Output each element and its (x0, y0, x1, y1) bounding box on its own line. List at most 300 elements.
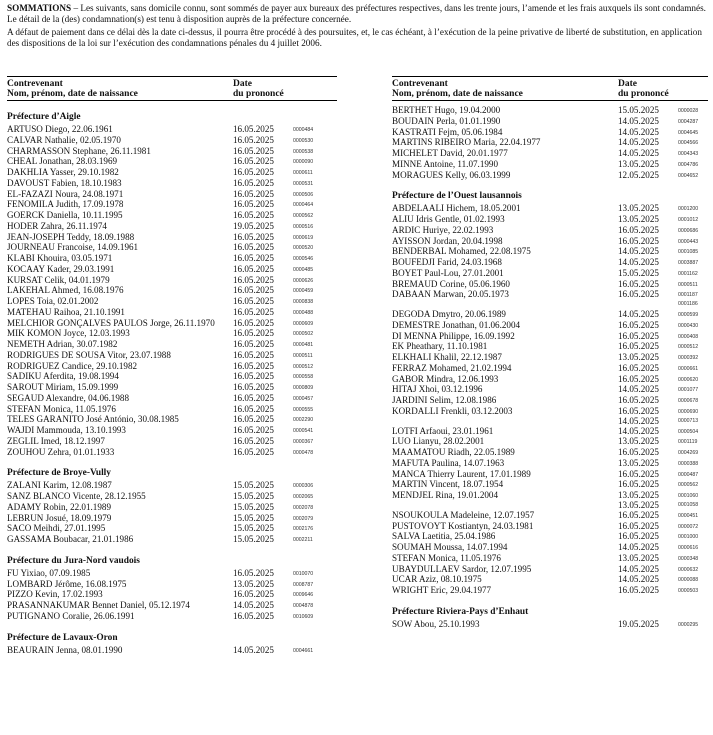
offender-name: KASTRATI Fejm, 05.06.1984 (392, 126, 503, 137)
pronounced-date: 16.05.2025 (233, 263, 274, 274)
reference-code: 0004566 (678, 140, 699, 147)
offender-name: SALVA Laetitia, 25.04.1986 (392, 531, 496, 542)
list-item (392, 521, 708, 532)
reference-code: 0000487 (678, 471, 699, 478)
pronounced-date: 16.05.2025 (233, 242, 274, 253)
pronounced-date: 15.05.2025 (233, 523, 274, 534)
offender-name: ADAMY Robin, 22.01.1989 (7, 501, 111, 512)
pronounced-date: 13.05.2025 (618, 214, 659, 224)
list-item (7, 502, 337, 513)
offender-name: BERTHET Hugo, 19.04.2000 (392, 105, 501, 115)
list-item-extra (392, 300, 708, 309)
offender-name: PIZZO Kevin, 17.02.1993 (7, 589, 103, 600)
reference-code: 0001012 (678, 217, 699, 223)
list-item (392, 426, 708, 437)
list-item (7, 534, 337, 545)
reference-code: 0000516 (293, 223, 314, 230)
reference-code: 0000511 (678, 281, 698, 288)
list-item (7, 221, 337, 232)
offender-name: ZOUHOU Zehra, 01.01.1933 (7, 446, 115, 457)
reference-code: 0008787 (293, 581, 314, 588)
list-item (392, 458, 708, 469)
offender-name: DEMESTRE Jonathan, 01.06.2004 (392, 319, 521, 330)
pronounced-date: 13.05.2025 (618, 552, 659, 563)
pronounced-date: 16.05.2025 (618, 373, 659, 384)
offender-name: STEFAN Monica, 11.05.1976 (392, 552, 501, 563)
reference-code: 0000348 (678, 555, 699, 562)
offender-name: LAKEHAL Ahmed, 16.08.1976 (7, 285, 124, 296)
reference-code: 0000481 (293, 342, 314, 348)
reference-code: 0004645 (678, 129, 699, 136)
offender-name: JOURNEAU Francoise, 14.09.1961 (7, 242, 139, 253)
prefecture-title: Préfecture d’Aigle (7, 112, 81, 122)
reference-code: 0000538 (293, 148, 314, 155)
list-item (7, 264, 337, 275)
offender-name: TELES GARANITO José António, 30.08.1985 (7, 414, 179, 425)
offender-name: DI MENNA Philippe, 16.09.1992 (392, 330, 515, 341)
header-date-line1: Date (233, 79, 252, 89)
offender-name: SACO Meihdi, 27.01.1995 (7, 523, 106, 534)
pronounced-date: 15.05.2025 (233, 480, 274, 491)
reference-code: 0000678 (678, 398, 699, 404)
reference-code: 0000295 (678, 621, 699, 628)
list-item (7, 232, 337, 243)
prefecture-section (7, 467, 337, 545)
reference-code: 0009646 (293, 592, 314, 599)
list-item (392, 395, 708, 406)
pronounced-date: 16.05.2025 (618, 405, 659, 416)
header-contrevenant (392, 79, 612, 99)
list-item (7, 210, 337, 221)
pronounced-date: 16.05.2025 (233, 156, 274, 167)
offender-name: MORAGUES Kelly, 06.03.1999 (392, 169, 511, 180)
intro-text-1: – Les suivants, sans domicile connu, sont sommés de payer aux bureaux des préfectures respectives, dans les trente jours, l’amende et les frais auxquels ils sont condamnés. Le détail de la (des) condamnation(s) est tenu à disposition auprès de la préfecture concernée. (7, 3, 706, 25)
reference-code: 0000511 (293, 352, 313, 359)
pronounced-date: 15.05.2025 (618, 105, 659, 115)
offender-name: ABDELAALI Hichem, 18.05.2001 (392, 203, 521, 214)
prefecture-section (7, 555, 337, 622)
list-item (392, 116, 708, 127)
pronounced-date: 19.05.2025 (618, 618, 659, 629)
reference-code: 0004786 (678, 161, 699, 168)
offender-name: NSOUKOULA Madeleine, 12.07.1957 (392, 509, 535, 520)
header-contrevenant-line1: Contrevenant (7, 79, 63, 89)
reference-code: 0000503 (678, 588, 699, 594)
offender-name: HITAJ Xhoi, 03.12.1996 (392, 384, 483, 395)
reference-code: 0001058 (678, 501, 699, 508)
pronounced-date: 16.05.2025 (233, 124, 274, 134)
pronounced-date: 16.05.2025 (233, 435, 274, 446)
offender-name: KURSAT Celik, 04.01.1979 (7, 274, 110, 285)
list-item (7, 285, 337, 296)
pronounced-date: 13.05.2025 (618, 158, 659, 169)
reference-code: 0000088 (678, 577, 699, 584)
pronounced-date: 13.05.2025 (618, 203, 659, 214)
list-item (392, 236, 708, 247)
reference-code: 0000599 (678, 312, 699, 318)
pronounced-date: 16.05.2025 (233, 414, 274, 425)
reference-code: 0000306 (293, 483, 314, 490)
pronounced-date: 14.05.2025 (618, 148, 659, 158)
list-item (7, 328, 337, 339)
reference-code: 0004343 (678, 151, 699, 157)
pronounced-date: 14.05.2025 (618, 563, 659, 574)
table-header (7, 79, 337, 101)
pronounced-date: 14.05.2025 (618, 137, 659, 148)
offender-name: SANZ BLANCO Vicente, 28.12.1955 (7, 491, 146, 501)
pronounced-date: 16.05.2025 (618, 468, 659, 479)
reference-code: 0000457 (293, 395, 314, 402)
offender-name: RODRIGUEZ Candice, 29.10.1982 (7, 360, 138, 371)
list-item (392, 447, 708, 458)
offender-name: SOW Abou, 25.10.1993 (392, 618, 480, 629)
reference-code: 0004269 (678, 450, 699, 456)
pronounced-date: 16.05.2025 (233, 134, 274, 145)
pronounced-date: 16.05.2025 (233, 188, 274, 199)
list-item (392, 246, 708, 257)
pronounced-date: 16.05.2025 (233, 589, 274, 600)
offender-name: CALVAR Nathalie, 02.05.1970 (7, 134, 121, 145)
pronounced-date: 19.05.2025 (233, 220, 274, 231)
offender-name: ARTUSO Diego, 22.06.1961 (7, 124, 113, 134)
reference-code: 0000072 (678, 523, 699, 530)
right-column-body (392, 105, 708, 630)
reference-code: 0004652 (678, 172, 699, 179)
reference-code: 0000392 (678, 355, 699, 361)
reference-code: 0010609 (293, 613, 314, 620)
reference-code: 0000506 (293, 191, 314, 198)
pronounced-date: 16.05.2025 (618, 447, 659, 457)
offender-name: BEAURAIN Jenna, 08.01.1990 (7, 644, 123, 655)
list-item (7, 589, 337, 600)
offender-name: MENDJEL Rina, 19.01.2004 (392, 490, 499, 500)
intro-paragraph-2: A défaut de paiement dans ce délai dès la date ci-dessus, il pourra être procédé à des poursuites, et, le cas échéant, à l’exécution de la peine privative de liberté de substitution, en application des dispositions de la loi sur l’exécution des condamnations pénales du 4 juillet 2006. (7, 27, 702, 49)
pronounced-date: 16.05.2025 (233, 382, 274, 392)
list-item (7, 611, 337, 622)
list-item (392, 137, 708, 148)
list-item (392, 127, 708, 138)
list-item (7, 371, 337, 382)
reference-code: 0000809 (293, 385, 314, 391)
header-date (233, 79, 323, 99)
pronounced-date: 16.05.2025 (233, 339, 274, 349)
table-header (392, 79, 708, 101)
offender-name: ELKHALI Khalil, 22.12.1987 (392, 352, 502, 362)
list-item (7, 491, 337, 502)
header-date (618, 79, 708, 99)
reference-code: 0000632 (678, 566, 699, 573)
list-item (392, 531, 708, 542)
offender-name: UBAYDULLAEV Sardor, 12.07.1995 (392, 563, 532, 574)
pronounced-date: 14.05.2025 (618, 126, 659, 137)
offender-name: EK Pheathary, 11.10.1981 (392, 341, 488, 352)
list-item (7, 167, 337, 178)
reference-code: 0000485 (293, 266, 314, 273)
offender-name: SAROUT Miriam, 15.09.1999 (7, 382, 119, 392)
pronounced-date: 16.05.2025 (233, 285, 274, 296)
list-item (392, 257, 708, 268)
header-date-line2: du prononcé (618, 89, 669, 99)
reference-code: 0000620 (678, 376, 699, 383)
offender-name: GASSAMA Boubacar, 21.01.1986 (7, 534, 134, 544)
reference-code: 0001186 (678, 301, 698, 307)
offender-name: ARDIC Huriye, 22.02.1993 (392, 224, 494, 235)
offender-name: STEFAN Monica, 11.05.1976 (7, 403, 116, 414)
list-item (7, 480, 337, 491)
pronounced-date: 16.05.2025 (233, 610, 274, 621)
pronounced-date: 16.05.2025 (233, 296, 274, 306)
list-item (7, 189, 337, 200)
list-item (392, 331, 708, 342)
pronounced-date: 16.05.2025 (618, 289, 659, 300)
pronounced-date: 13.05.2025 (618, 436, 659, 447)
list-item (392, 510, 708, 521)
reference-code: 0000028 (678, 108, 699, 114)
offender-name: MATEHAU Raihoa, 21.10.1991 (7, 306, 125, 317)
prefecture-section (7, 632, 337, 656)
intro-block (7, 3, 707, 51)
pronounced-date: 16.05.2025 (618, 585, 659, 595)
prefecture-section (392, 606, 708, 630)
reference-code: 0002176 (293, 526, 314, 533)
reference-code: 0000520 (293, 245, 314, 252)
pronounced-date: 16.05.2025 (233, 145, 274, 156)
list-item (7, 296, 337, 307)
pronounced-date: 16.05.2025 (618, 224, 659, 235)
reference-code: 0000531 (293, 180, 314, 187)
prefecture-section (392, 105, 708, 180)
offender-name: DEGODA Dmytro, 20.06.1989 (392, 309, 506, 319)
pronounced-date: 15.05.2025 (618, 267, 659, 278)
offender-name: NEMETH Adrian, 30.07.1982 (7, 339, 118, 349)
reference-code: 0000541 (293, 428, 314, 434)
list-item (7, 447, 337, 458)
pronounced-date: 16.05.2025 (618, 395, 659, 405)
list-item (7, 382, 337, 393)
reference-code: 0000619 (293, 234, 314, 241)
prefecture-section (392, 190, 708, 596)
reference-code: 0001060 (678, 493, 699, 499)
reference-code: 0000626 (293, 277, 314, 284)
pronounced-date: 14.05.2025 (618, 257, 659, 267)
list-item (7, 253, 337, 264)
offender-name: WAJDI Mammouda, 13.10.1993 (7, 425, 126, 435)
pronounced-date: 15.05.2025 (233, 501, 274, 512)
pronounced-date: 14.05.2025 (618, 425, 659, 436)
offender-name: LEBRUN Josué, 18.09.1979 (7, 512, 112, 523)
reference-code: 0000090 (293, 159, 314, 166)
pronounced-date: 16.05.2025 (618, 319, 659, 330)
reference-code: 0001187 (678, 292, 698, 299)
offender-name: GOERCK Daniella, 10.11.1995 (7, 210, 123, 220)
reference-code: 0000512 (293, 363, 314, 370)
offender-name: WRIGHT Eric, 29.04.1977 (392, 585, 492, 595)
offender-name: HODER Zahra, 26.11.1974 (7, 220, 107, 231)
list-item (7, 124, 337, 135)
left-column-body (7, 111, 337, 655)
list-item (7, 600, 337, 611)
reference-code: 0000616 (678, 545, 699, 551)
pronounced-date: 16.05.2025 (233, 167, 274, 177)
offender-name: PRASANNAKUMAR Bennet Daniel, 05.12.1974 (7, 600, 190, 610)
offender-name: CHEAL Jonathan, 28.03.1969 (7, 156, 118, 167)
header-contrevenant (7, 79, 227, 99)
list-item (392, 279, 708, 290)
right-column (392, 76, 708, 630)
reference-code: 0000443 (678, 238, 699, 245)
offender-name: BOYET Paul-Lou, 27.01.2001 (392, 267, 504, 278)
pronounced-date: 16.05.2025 (233, 177, 274, 188)
offender-name: PUTIGNANO Coralie, 26.06.1991 (7, 610, 135, 621)
list-item (392, 268, 708, 279)
offender-name: JARDINI Selim, 12.08.1986 (392, 395, 497, 405)
pronounced-date: 16.05.2025 (233, 567, 274, 578)
reference-code: 0001119 (678, 439, 698, 446)
offender-name: BOUFEDJI Farid, 24.03.1968 (392, 257, 502, 267)
list-item (7, 178, 337, 189)
offender-name: FU Yixiao, 07.09.1985 (7, 567, 91, 578)
reference-code: 0000562 (293, 213, 314, 219)
left-column (7, 76, 337, 655)
reference-code: 0000838 (293, 299, 314, 305)
pronounced-date: 14.05.2025 (233, 644, 274, 655)
pronounced-date: 16.05.2025 (233, 349, 274, 360)
list-item (392, 574, 708, 585)
offender-name: DAVOUST Fabien, 18.10.1983 (7, 177, 122, 188)
reference-code: 0000546 (293, 256, 314, 262)
pronounced-date: 15.05.2025 (233, 512, 274, 523)
reference-code: 0000690 (678, 408, 699, 415)
list-item (392, 553, 708, 564)
reference-code: 0000451 (678, 512, 699, 519)
list-item (392, 374, 708, 385)
list-item (7, 146, 337, 157)
offender-name: MICHELET David, 20.01.1977 (392, 148, 508, 158)
list-item (392, 542, 708, 553)
list-item (392, 225, 708, 236)
reference-code: 0001077 (678, 387, 699, 394)
pronounced-date: 14.05.2025 (618, 415, 659, 426)
list-item (7, 156, 337, 167)
list-item (392, 341, 708, 352)
offender-name: MARTIN Vincent, 18.07.1954 (392, 479, 504, 490)
pronounced-date: 16.05.2025 (233, 392, 274, 403)
list-item (7, 404, 337, 415)
offender-name: KORDALLI Frenkli, 03.12.2003 (392, 405, 513, 416)
list-item (392, 159, 708, 170)
reference-code: 0000558 (293, 374, 314, 381)
pronounced-date: 12.05.2025 (618, 169, 659, 180)
reference-code: 0000530 (293, 137, 314, 144)
pronounced-date: 14.05.2025 (618, 115, 659, 126)
reference-code: 0010070 (293, 570, 314, 577)
pronounced-date: 14.05.2025 (233, 600, 274, 610)
offender-name: LUO Lianyu, 28.02.2001 (392, 436, 485, 447)
pronounced-date: 16.05.2025 (233, 199, 274, 210)
list-item (392, 289, 708, 300)
list-item (392, 619, 708, 630)
offender-name: DABAAN Marwan, 20.05.1973 (392, 289, 509, 300)
offender-name: MIK KOMON Joyce, 12.03.1993 (7, 328, 130, 339)
list-item (7, 513, 337, 524)
list-item (7, 339, 337, 350)
list-item (392, 490, 708, 501)
reference-code: 0000609 (293, 320, 314, 327)
pronounced-date: 14.05.2025 (618, 384, 659, 395)
list-item (7, 361, 337, 372)
list-item-extra (392, 501, 708, 510)
pronounced-date: 16.05.2025 (233, 425, 274, 435)
pronounced-date: 16.05.2025 (233, 274, 274, 285)
pronounced-date: 13.05.2025 (618, 457, 659, 468)
offender-name: MAAMATOU Riadh, 22.05.1989 (392, 447, 515, 457)
header-date-line2: du prononcé (233, 89, 284, 99)
pronounced-date: 16.05.2025 (233, 210, 274, 220)
list-item (392, 469, 708, 480)
reference-code: 0000459 (293, 288, 314, 295)
reference-code: 0003887 (678, 260, 699, 266)
offender-name: MANCA Thierry Laurent, 17.01.1989 (392, 468, 531, 479)
reference-code: 0001085 (678, 249, 699, 256)
prefecture-title: Préfecture de l’Ouest lausannois (392, 191, 522, 202)
offender-name: CHARMASSON Stephane, 26.11.1981 (7, 145, 151, 156)
list-item (392, 585, 708, 596)
list-item (7, 414, 337, 425)
reference-code: 0001162 (678, 270, 698, 277)
offender-name: UCAR Aziz, 08.10.1975 (392, 574, 482, 585)
offender-name: SADIKU Aferdita, 19.08.1994 (7, 371, 119, 382)
offender-name: DAKHLIA Yasser, 29.10.1982 (7, 167, 119, 177)
pronounced-date: 16.05.2025 (233, 403, 274, 414)
pronounced-date: 16.05.2025 (618, 235, 659, 246)
pronounced-date: 14.05.2025 (618, 542, 659, 552)
list-item (7, 350, 337, 361)
pronounced-date: 14.05.2025 (618, 574, 659, 585)
pronounced-date: 14.05.2025 (618, 309, 659, 319)
reference-code: 0001000 (678, 534, 699, 541)
header-contrevenant-line2: Nom, prénom, date de naissance (392, 89, 523, 99)
pronounced-date: 13.05.2025 (233, 578, 274, 589)
list-item (392, 203, 708, 214)
offender-name: GABOR Mindra, 12.06.1993 (392, 373, 499, 384)
pronounced-date: 16.05.2025 (618, 509, 659, 520)
offender-name: MAFUTA Paulina, 14.07.1963 (392, 457, 505, 468)
offender-name: MINNE Antoine, 11.07.1990 (392, 158, 499, 169)
reference-code: 0000388 (678, 460, 699, 467)
list-item (392, 352, 708, 363)
header-date-line1: Date (618, 79, 637, 89)
pronounced-date: 16.05.2025 (233, 371, 274, 382)
section-title: SOMMATIONS (7, 3, 72, 13)
header-contrevenant-line2: Nom, prénom, date de naissance (7, 89, 138, 99)
reference-code: 0002078 (293, 504, 314, 511)
reference-code: 0000661 (678, 365, 699, 372)
list-item (392, 564, 708, 575)
header-contrevenant-line1: Contrevenant (392, 79, 448, 89)
pronounced-date: 16.05.2025 (233, 306, 274, 317)
list-item (7, 199, 337, 210)
prefecture-title: Préfecture de Broye-Vully (7, 468, 111, 479)
pronounced-date: 16.05.2025 (618, 531, 659, 542)
pronounced-date: 16.05.2025 (618, 341, 659, 352)
reference-code: 0002065 (293, 494, 314, 500)
reference-code: 0000484 (293, 127, 314, 133)
reference-code: 0000488 (293, 309, 314, 316)
pronounced-date: 16.05.2025 (618, 330, 659, 341)
intro-paragraph-1 (7, 3, 707, 26)
offender-name: KLABI Khouira, 03.05.1971 (7, 253, 113, 263)
prefecture-title: Préfecture du Jura-Nord vaudois (7, 555, 140, 566)
